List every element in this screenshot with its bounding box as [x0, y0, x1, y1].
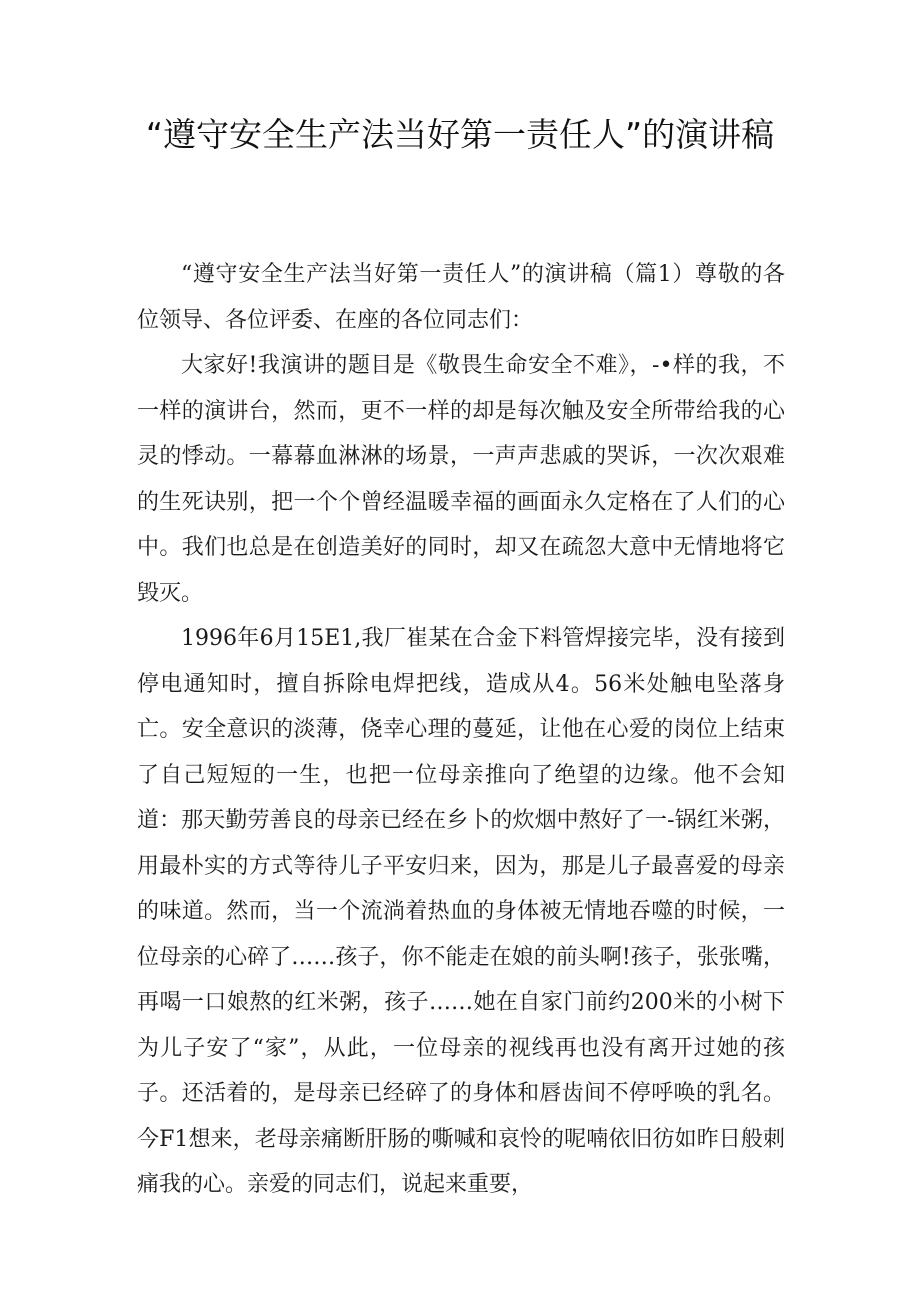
paragraph-intro: “遵守安全生产法当好第一责任人”的演讲稿（篇1）尊敬的各位领导、各位评委、在座的各位同志们： — [137, 262, 785, 333]
paragraph-greeting: 大家好!我演讲的题目是《敬畏生命安全不难》，-•样的我，不一样的演讲台，然而，更不一样的却是每次触及安全所带给我的心灵的悸动。一幕幕血淋淋的场景，一声声悲戚的哭诉，一次次艰难的生死诀别，把一个个曾经温暖幸福的画面永久定格在了人们的心中。我们也总是在创造美好的同时，却又在疏忽大意中无情地将它毁灭。 — [137, 353, 785, 606]
document-title: “遵守安全生产法当好第一责任人”的演讲稿 — [145, 115, 775, 154]
document-body — [137, 252, 785, 1208]
paragraph-story: 1996年6月15E1,我厂崔某在合金下料管焊接完毕，没有接到停电通知时，擅自拆除电焊把线，造成从4。56米处触电坠落身亡。安全意识的淡薄，侥幸心理的蔓延，让他在心爱的岗位上结束了自己短短的一生，也把一位母亲推向了绝望的边缘。他不会知道：那天勤劳善良的母亲已经在乡卜的炊烟中熬好了一-锅红米粥，用最朴实的方式等待儿子平安归来，因为，那是儿子最喜爱的母亲的味道。然而，当一个流淌着热血的身体被无情地吞噬的时候，一位母亲的心碎了……孩子，你不能走在娘的前头啊!孩子，张张嘴，再喝一口娘熬的红米粥，孩子……她在自家门前约200米的小树下为儿子安了“家”，从此，一位母亲的视线再也没有离开过她的孩子。还活着的，是母亲已经碎了的身体和唇齿间不停呼唤的乳名。今F1想来，老母亲痛断肝肠的嘶喊和哀怜的呢喃依旧彷如昨日般刺痛我的心。亲爱的同志们，说起来重要， — [137, 626, 785, 1197]
